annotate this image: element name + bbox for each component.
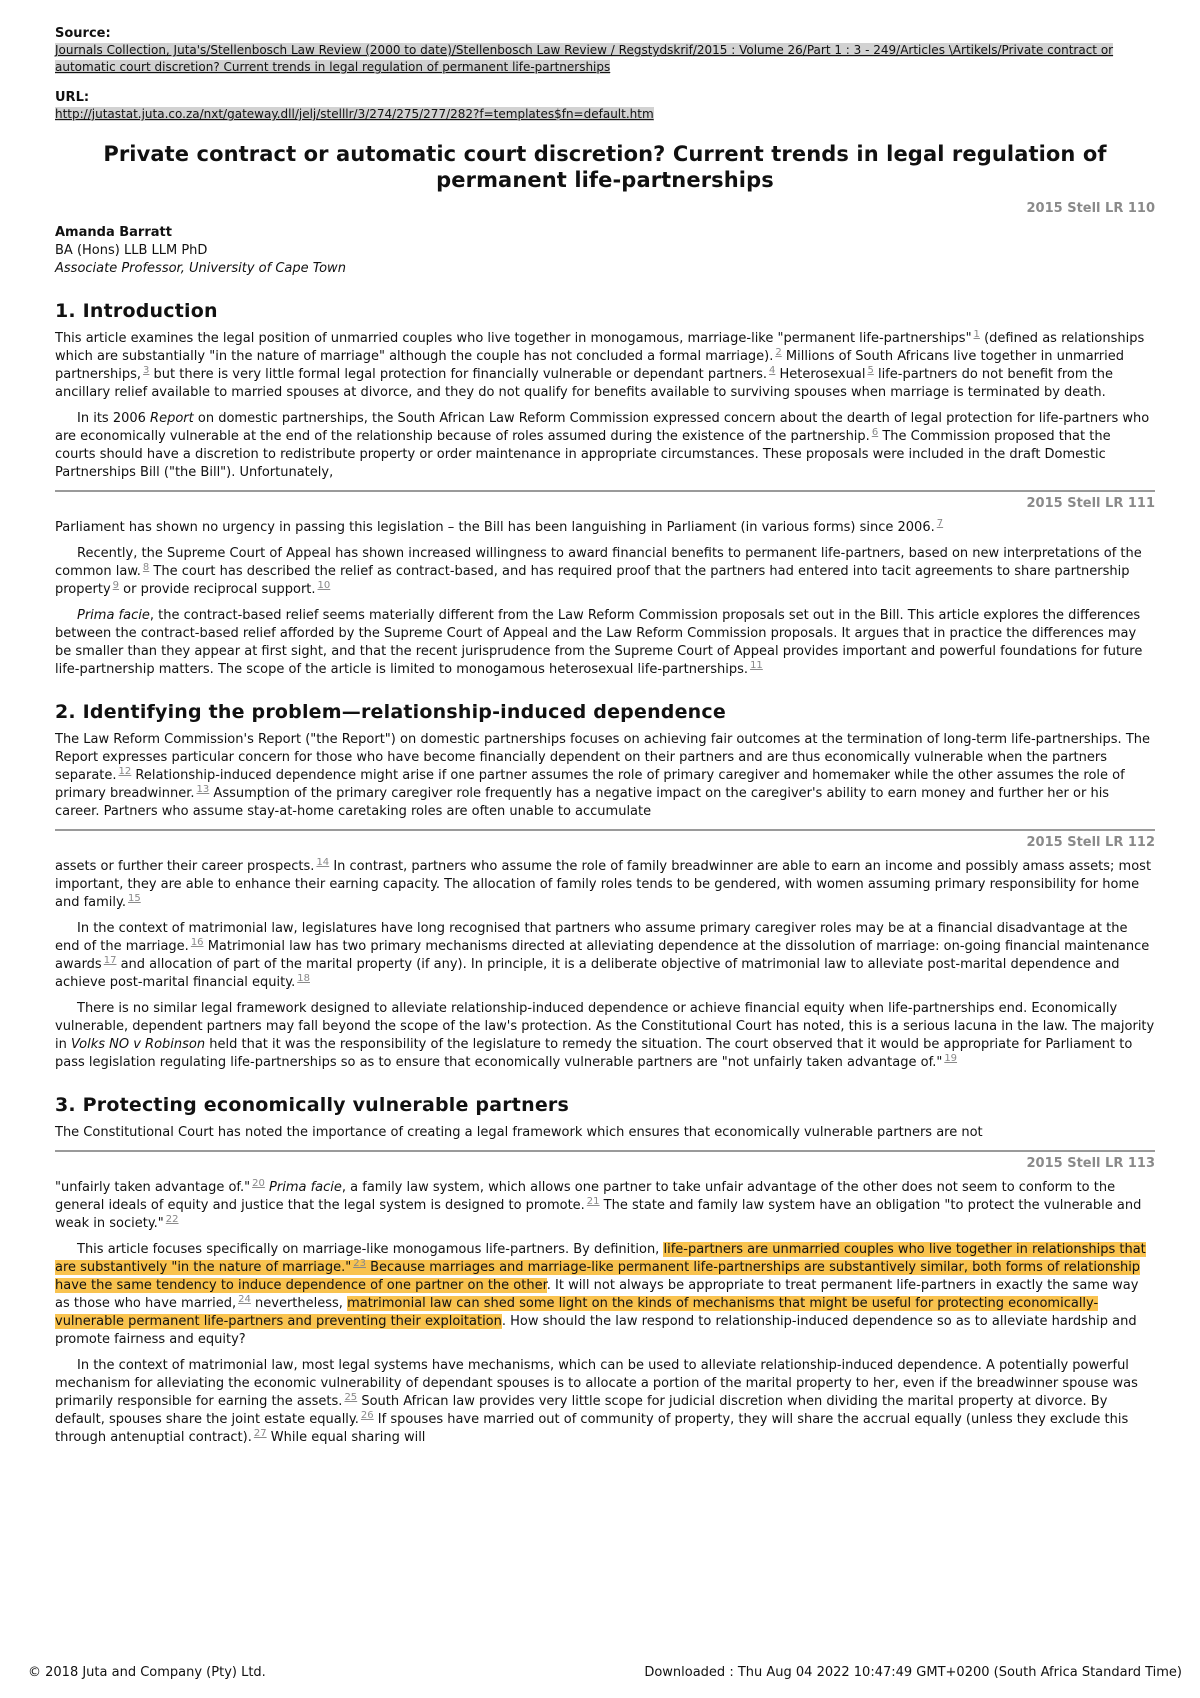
paragraph: In its 2006 Report on domestic partnerships, the South African Law Reform Commission expressed concern about the dearth of legal protection for life-partners who are economically vulnerable at the end of the relationship because of roles assumed during the existence of the partnership. $^6$ The Commission proposed that the courts should have a discretion to redistribute property or order maintenance in appropriate circumstances. These proposals were included in the draft Domestic Partnerships Bill ("the Bill"). Unfortunately, xyxy=(55,411,1150,480)
footnote-link[interactable]: 18 xyxy=(297,972,310,984)
footnote-link[interactable]: 2 xyxy=(775,346,782,358)
footer-copyright: © 2018 Juta and Company (Pty) Ltd. xyxy=(28,1665,266,1680)
page-divider xyxy=(55,490,1155,492)
footnote-link[interactable]: 17 xyxy=(103,954,117,966)
footnote-link[interactable]: 20 xyxy=(252,1177,265,1189)
footnote-link[interactable]: 26 xyxy=(360,1409,374,1421)
article-title: Private contract or automatic court discretion? Current trends in legal regulation of permanent life-partnerships xyxy=(103,142,1107,192)
footnote-link[interactable]: 27 xyxy=(253,1427,267,1439)
footnote-link[interactable]: 14 xyxy=(316,856,330,868)
paragraph: This article examines the legal position of unmarried couples who live together in monogamous, marriage-like "permanent life-partnerships" $^1$ (defined as relationships which are substantially "in the nature of marriage" although the couple has not concluded a formal marriage). $^2$ Millions of South Africans live together in unmarried partnerships, $^3$ but there is very little formal legal protection for financially vulnerable or dependant partners. $^4$ Heterosexual $^5$ life-partners do not benefit from the ancillary relief available to married spouses at divorce, and they do not qualify for benefits available to surviving spouses when marriage is terminated by death. xyxy=(55,328,1145,400)
highlight: life-partners are unmarried couples who live together in relationships that are substantively "in the nature of marriage." $^{23}$ Because marriages and marriage-like permanent life-partnerships are substantively similar, both forms of relationship have the same tendency to induce dependence of one partner on the other xyxy=(55,1242,1146,1293)
footnote-link[interactable]: 22 xyxy=(165,1213,179,1225)
footnote-link[interactable]: 13 xyxy=(196,783,210,795)
footnote-link[interactable]: 16 xyxy=(190,936,204,948)
footnote-link[interactable]: 4 xyxy=(768,364,776,376)
author-degrees: BA (Hons) LLB LLM PhD xyxy=(55,243,208,258)
url-value xyxy=(55,106,1155,123)
footnote-link[interactable]: 12 xyxy=(118,765,132,777)
footnote-link[interactable]: 15 xyxy=(128,892,141,904)
footnote-link[interactable]: 1 xyxy=(973,328,980,340)
footnote-link[interactable]: 23 xyxy=(353,1257,366,1269)
url-link[interactable]: http://jutastat.juta.co.za/nxt/gateway.dll/jelj/stelllr/3/274/275/277/282?f=templates$fn=default.htm xyxy=(55,107,654,121)
paragraph: This article focuses specifically on marriage-like monogamous life-partners. By definition, life-partners are unmarried couples who live together in relationships that are substantively "in the nature of marriage." $^{23}$ Because marriages and marriage-like permanent life-partnerships are substantively similar, both forms of relationship have the same tendency to induce dependence of one partner on the other. It will not always be appropriate to treat permanent life-partners in exactly the same way as those who have married, $^{24}$ nevertheless, matrimonial law can shed some light on the kinds of mechanisms that might be useful for protecting economically-vulnerable permanent life-partners and preventing their exploitation. How should the law respond to relationship-induced dependence so as to alleviate hardship and promote fairness and equity? xyxy=(55,1242,1146,1347)
page-ref-110: 2015 Stell LR 110 xyxy=(1026,201,1155,216)
page-ref-111: 2015 Stell LR 111 xyxy=(1026,496,1155,511)
source-link[interactable]: Journals Collection, Juta's/Stellenbosch Law Review (2000 to date)/Stellenbosch Law Review / Regstydskrif/2015 : Volume 26/Part 1 : 3 - 249/Articles \Artikels/Private contract or automatic court discretion? Current trends in legal regulation of permanent life-partnerships xyxy=(55,43,1114,74)
footnote-link[interactable]: 6 xyxy=(871,426,879,438)
footnote-link[interactable]: 24 xyxy=(238,1293,251,1305)
page-ref-113: 2015 Stell LR 113 xyxy=(1026,1156,1155,1171)
footnote-link[interactable]: 21 xyxy=(586,1195,600,1207)
footnote-link[interactable]: 10 xyxy=(317,579,331,591)
paragraph: assets or further their career prospects. $^{14}$ In contrast, partners who assume the role of family breadwinner are able to earn an income and possibly amass assets; most important, they are able to enhance their earning capacity. The allocation of family roles tends to be gendered, with women assuming primary responsibility for home and family. $^{15}$ xyxy=(55,856,1152,910)
page-divider xyxy=(55,829,1155,831)
paragraph: Parliament has shown no urgency in passing this legislation – the Bill has been languishing in Parliament (in various forms) since 2006. $^7$ xyxy=(55,517,944,535)
page-divider xyxy=(55,1150,1155,1152)
paragraph: In the context of matrimonial law, legislatures have long recognised that partners who assume primary caregiver roles may be at a financial disadvantage at the end of the marriage. $^{16}$ Matrimonial law has two primary mechanisms directed at alleviating dependence at the dissolution of marriage: on-going financial maintenance awards $^{17}$ and allocation of part of the marital property (if any). In principle, it is a deliberate objective of matrimonial law to alleviate post-marital dependence and achieve post-marital financial equity. $^{18}$ xyxy=(55,921,1150,990)
page-ref-112: 2015 Stell LR 112 xyxy=(1026,835,1155,850)
paragraph: There is no similar legal framework designed to alleviate relationship-induced dependence or achieve financial equity when life-partnerships end. Economically vulnerable, dependent partners may fall beyond the scope of the law's protection. As the Constitutional Court has noted, this is a serious lacuna in the law. The majority in Volks NO v Robinson held that it was the responsibility of the legislature to remedy the situation. The court observed that it would be appropriate for Parliament to pass legislation regulating life-partnerships so as to ensure that economically vulnerable partners are "not unfairly taken advantage of." $^{19}$ xyxy=(55,1001,1155,1070)
highlight: matrimonial law can shed some light on the kinds of mechanisms that might be useful for protecting economically-vulnerable permanent life-partners and preventing their exploitation xyxy=(55,1296,1099,1329)
footnote-link[interactable]: 8 xyxy=(142,561,150,573)
footnote-link[interactable]: 5 xyxy=(867,364,874,376)
source-value xyxy=(55,42,1155,76)
section-heading-3: 3. Protecting economically vulnerable partners xyxy=(55,1094,569,1116)
footnote-link[interactable]: 3 xyxy=(143,364,150,376)
footnote-link[interactable]: 19 xyxy=(944,1052,958,1064)
paragraph: In the context of matrimonial law, most legal systems have mechanisms, which can be used to alleviate relationship-induced dependence. A potentially powerful mechanism for alleviating the economic vulnerability of dependant spouses is to allocate a portion of the marital property to her, even if the breadwinner spouse was primarily responsible for earning the assets. $^{25}$ South African law provides very little scope for judicial discretion when dividing the marital property at divorce. By default, spouses share the joint estate equally. $^{26}$ If spouses have married out of community of property, they will share the accrual equally (unless they exclude this through antenuptial contract). $^{27}$ While equal sharing will xyxy=(55,1358,1138,1445)
source-label: Source: xyxy=(55,26,111,41)
footer-download-timestamp: Downloaded : Thu Aug 04 2022 10:47:49 GMT+0200 (South Africa Standard Time) xyxy=(644,1665,1182,1680)
paragraph: "unfairly taken advantage of." $^{20}$ Prima facie, a family law system, which allows one partner to take unfair advantage of the other does not seem to conform to the general ideals of equity and justice that the legal system is designed to promote. $^{21}$ The state and family law system have an obligation "to protect the vulnerable and weak in society." $^{22}$ xyxy=(55,1177,1142,1231)
footnote-link[interactable]: 11 xyxy=(750,659,763,671)
footnote-link[interactable]: 25 xyxy=(344,1391,358,1403)
author-affiliation: Associate Professor, University of Cape Town xyxy=(55,261,346,276)
footnote-link[interactable]: 9 xyxy=(112,579,120,591)
url-label: URL: xyxy=(55,90,90,105)
document-page xyxy=(55,22,1155,1455)
paragraph: Recently, the Supreme Court of Appeal has shown increased willingness to award financial benefits to permanent life-partners, based on new interpretations of the common law. $^8$ The court has described the relief as contract-based, and has required proof that the partners had entered into tacit agreements to share partnership property $^9$ or provide reciprocal support. $^{10}$ xyxy=(55,546,1142,597)
paragraph: Prima facie, the contract-based relief seems materially different from the Law Reform Commission proposals set out in the Bill. This article explores the differences between the contract-based relief afforded by the Supreme Court of Appeal and the Law Reform Commission proposals. It argues that in practice the differences may be smaller than they appear at first sight, and that the recent jurisprudence from the Supreme Court of Appeal provides important and powerful foundations for future life-partnership matters. The scope of the article is limited to monogamous heterosexual life-partnerships. $^{11}$ xyxy=(55,608,1143,677)
paragraph: The Law Reform Commission's Report ("the Report") on domestic partnerships focuses on achieving fair outcomes at the termination of long-term life-partnerships. The Report expresses particular concern for those who have become financially dependent on their partners and are thus economically vulnerable when the partners separate. $^{12}$ Relationship-induced dependence might arise if one partner assumes the role of primary caregiver and homemaker while the other assumes the role of primary breadwinner. $^{13}$ Assumption of the primary caregiver role frequently has a negative impact on the caregiver's ability to earn money and further her or his career. Partners who assume stay-at-home caretaking roles are often unable to accumulate xyxy=(55,732,1151,819)
author-name: Amanda Barratt xyxy=(55,225,172,240)
section-heading-1: 1. Introduction xyxy=(55,300,218,322)
section-heading-2: 2. Identifying the problem—relationship-induced dependence xyxy=(55,701,726,723)
footnote-link[interactable]: 7 xyxy=(936,517,944,529)
paragraph: The Constitutional Court has noted the importance of creating a legal framework which ensures that economically vulnerable partners are not xyxy=(55,1125,983,1140)
